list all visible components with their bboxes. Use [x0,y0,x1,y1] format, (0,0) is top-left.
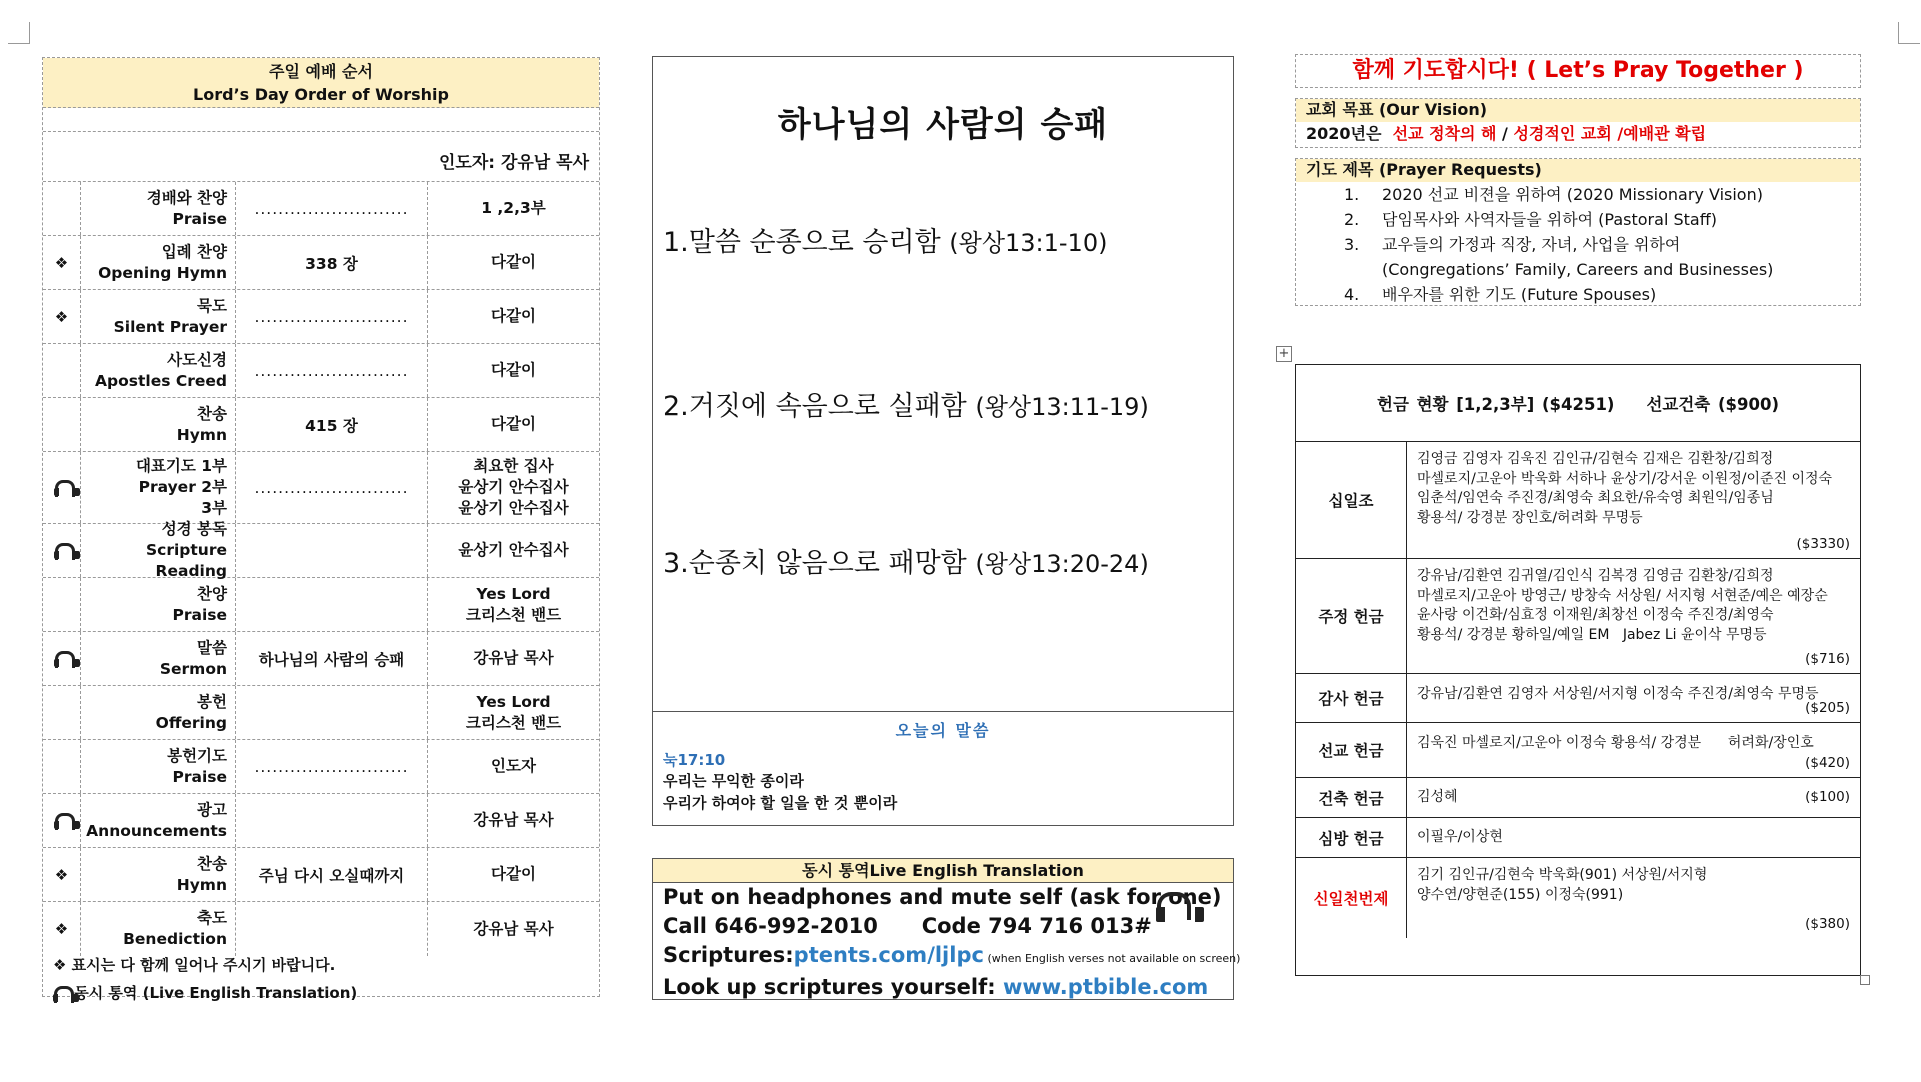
offering-row [1296,559,1860,674]
translation-line-lookup [653,973,1233,1002]
offering-amount: ($205) [1805,699,1850,716]
order-item-detail-text: .......................... [254,199,409,218]
order-item-title-line: 말씀 [197,638,227,657]
vision-header: 교회 목표 (Our Vision) [1296,99,1860,122]
offering-type-label: 선교 헌금 [1296,723,1407,777]
order-row-mark [43,524,81,577]
order-item-person-line: 인도자 [491,757,536,775]
order-item-person [428,794,599,847]
sermon-point-text: 3.순종치 않음으로 패망함 [663,548,967,579]
table-move-handle-icon[interactable]: + [1276,346,1292,362]
order-item-person-line: Yes Lord [476,584,551,603]
order-item-title-line: Praise [172,209,227,228]
order-item-person [428,524,599,577]
offering-donors [1407,559,1860,673]
order-item-detail-text: .......................... [254,361,409,380]
prayer-request-text: 배우자를 위한 기도 (Future Spouses) [1382,285,1657,304]
todays-word [653,711,1233,827]
order-row [43,520,599,580]
order-item-detail-text: 338 장 [305,254,358,273]
offering-donor-line: 김욱진 마셀로지/고운아 이정숙 황용석/ 강경분 허려화/장인호 [1417,735,1814,751]
order-row-mark [43,344,81,397]
order-item-title-line: Praise [172,605,227,624]
vision-line [1296,122,1860,146]
order-item-title-line: 봉헌기도 [167,746,227,765]
prayer-request-item [1344,257,1860,282]
offering-donor-line: 김영금 김영자 김욱진 김인규/김현숙 김재은 김환창/김희정 [1417,451,1774,467]
translation-line-headphones: Put on headphones and mute self (ask for one) [663,885,1222,909]
prayer-request-text: 담임목사와 사역자들을 위하여 (Pastoral Staff) [1382,210,1717,229]
diamond-stand-icon: ❖ [54,920,69,938]
order-item-person-line: 크리스천 밴드 [465,605,562,624]
order-item-person [428,182,599,235]
sermon-point-text: 2.거짓에 속음으로 실패함 [663,391,967,422]
order-item-title [81,520,236,580]
order-row [43,902,599,956]
scriptures-note: (when English verses not available on screen) [983,952,1241,965]
order-item-detail [236,182,428,235]
order-item-person-line: 강유남 목사 [473,811,554,829]
sermon-panel [652,56,1234,826]
order-row-mark [43,686,81,739]
order-item-title [81,578,236,631]
vision-sep: / [1496,124,1514,143]
order-item-title-line: 찬양 [197,584,227,603]
order-row-mark [43,848,81,901]
order-item-person [428,290,599,343]
prayer-request-text: 2020 선교 비젼을 위하여 (2020 Missionary Vision) [1382,185,1763,204]
order-rows [43,182,599,956]
order-item-person [428,686,599,739]
order-item-title-line: 봉헌 [197,692,227,711]
offering-type-label: 신일천번제 [1296,858,1407,938]
order-row [43,236,599,290]
translation-line-call: Call 646-992-2010 Code 794 716 013# [663,914,1152,938]
order-item-title-line: Apostles Creed [95,371,227,390]
order-row-mark [43,794,81,847]
order-item-person [428,452,599,523]
offering-amount: ($420) [1805,754,1850,771]
order-item-detail [236,290,428,343]
offering-donors [1407,778,1860,817]
offering-donor-line: 황용석/ 강경분 장인호/허려화 무명등 [1417,509,1643,526]
order-item-title [81,182,236,235]
order-item-detail [236,740,428,793]
requests-header: 기도 제목 (Prayer Requests) [1296,159,1860,182]
order-item-detail [236,452,428,523]
requests-list [1296,182,1860,307]
order-item-title-line: 광고 [197,800,227,819]
order-row-mark [43,236,81,289]
order-item-detail [236,578,428,631]
sermon-point-1 [663,220,1107,259]
ptbible-link[interactable]: www.ptbible.com [1002,975,1209,999]
order-row-mark [43,578,81,631]
order-item-person-line: 최요한 집사 [473,457,554,475]
standing-note: ❖ 표시는 다 함께 일어나 주시기 바랍니다. [53,956,336,974]
order-header [43,58,599,108]
order-row [43,344,599,398]
offering-type-label: 심방 헌금 [1296,818,1407,857]
offering-amount: ($716) [1805,650,1850,667]
offering-type-label: 주정 헌금 [1296,559,1407,673]
order-row-mark [43,182,81,235]
offering-donors [1407,442,1860,558]
translation-header: 동시 통역Live English Translation [653,859,1233,883]
order-item-title-line: Benediction [123,930,227,948]
order-item-detail [236,236,428,289]
offering-table [1295,364,1861,976]
order-item-detail [236,524,428,577]
offering-donor-line: 윤사랑 이건화/심효정 이재원/최창선 이정숙 주진경/최영숙 [1417,607,1774,623]
order-item-title-line: Opening Hymn [98,263,227,282]
order-item-title-line: Hymn [176,875,227,894]
order-row-mark [43,290,81,343]
translation-line-scriptures [653,941,1241,973]
scriptures-link[interactable]: ptents.com/ljlpc [793,943,984,967]
offering-rows [1296,442,1860,938]
order-item-title-line: 축도 [197,909,227,927]
offering-row [1296,858,1860,938]
offering-row [1296,778,1860,818]
headphones-icon [1156,891,1186,923]
order-notes [53,951,357,1007]
order-item-title [81,848,236,901]
order-item-detail-text: .......................... [254,757,409,776]
headphones-icon [53,985,69,1003]
todays-word-ref: 눅17:10 [663,751,726,769]
offering-donor-line: 강유남/김환연 김귀열/김인식 김복경 김영금 김환창/김희정 [1417,568,1774,584]
order-item-person-line: 다같이 [491,415,536,433]
order-row [43,794,599,848]
order-item-title-line: 사도신경 [167,350,227,369]
order-item-title-line: 경배와 찬양 [146,188,227,207]
offering-donors [1407,674,1860,722]
offering-donor-line: 김기 김인규/김현숙 박욱화(901) 서상원/서지형 [1417,867,1708,883]
order-row [43,578,599,632]
order-item-title [81,290,236,343]
offering-type-label: 십일조 [1296,442,1407,558]
headphones-icon [54,479,70,497]
order-item-title-line: Hymn [176,425,227,444]
offering-donors [1407,858,1860,938]
order-item-person [428,848,599,901]
prayer-request-number: 3. [1344,235,1360,254]
offering-type-label: 감사 헌금 [1296,674,1407,722]
order-item-title-line: Silent Prayer [113,317,227,336]
order-item-person-line: 다같이 [491,865,536,883]
order-item-person-line: 1 ,2,3부 [481,199,546,217]
order-item-person-line: 윤상기 안수집사 [458,541,569,559]
prayer-request-item [1344,207,1860,232]
diamond-stand-icon: ❖ [54,253,69,272]
order-item-title-line: 입례 찬양 [161,242,227,261]
order-item-title-line: 묵도 [197,296,227,315]
sermon-point-2 [663,384,1149,423]
offering-total: 헌금 현황 [1,2,3부] ($4251) [1377,395,1615,414]
todays-word-title: 오늘의 말씀 [895,721,991,740]
order-row-mark [43,452,81,523]
order-of-worship-panel [42,57,600,1002]
order-item-title [81,236,236,289]
order-item-person-line: 다같이 [491,253,536,271]
headphones-icon [54,812,70,830]
order-item-title-line: 대표기도 1부 [135,457,227,475]
order-item-detail [236,632,428,685]
mission-building-total: 선교건축 ($900) [1646,395,1779,414]
page-corner-mark [1898,22,1920,44]
order-item-title [81,794,236,847]
order-row [43,632,599,686]
prayer-request-text: (Congregations’ Family, Careers and Businesses) [1382,260,1774,279]
scriptures-label: Scriptures: [663,943,794,967]
order-title-ko: 주일 예배 순서 [269,62,373,81]
offering-donors [1407,723,1860,777]
order-item-title-line: Prayer 2부 [138,478,227,496]
todays-word-line: 우리는 무익한 종이라 [663,772,804,790]
order-item-person-line: 강유남 목사 [473,919,554,938]
vision-item: 예배관 확립 [1623,124,1707,143]
sermon-point-ref: (왕상13:11-19) [975,393,1149,421]
translation-note-text: 동시 통역 (Live English Translation) [74,984,358,1002]
order-title-en: Lord’s Day Order of Worship [193,85,449,104]
worship-leader: 인도자: 강유남 목사 [43,132,599,182]
page-corner-mark [8,22,30,44]
offering-donors [1407,818,1860,857]
todays-word-line: 우리가 하여야 할 일을 한 것 뿐이라 [663,794,898,812]
offering-donor-line: 이필우/이상현 [1417,829,1503,845]
table-resize-handle-icon[interactable] [1860,975,1870,985]
order-item-person [428,578,599,631]
offering-amount: ($380) [1805,915,1850,932]
order-row-mark [43,902,81,956]
offering-type-label: 건축 헌금 [1296,778,1407,817]
vision-item: 선교 정착의 해 [1392,124,1497,143]
order-row-mark [43,740,81,793]
offering-donor-line: 마셀로지/고운아 방영근/ 방창숙 서상원/ 서지형 서현준/예은 예장순 [1417,587,1828,604]
order-item-person-line: 윤상기 안수집사 [458,478,569,496]
order-item-person [428,902,599,956]
order-item-title-line: 성경 봉독 [161,520,227,538]
prayer-request-item [1344,182,1860,207]
order-row [43,686,599,740]
offering-donor-line: 양수연/양현준(155) 이정숙(991) [1417,886,1624,903]
order-item-title [81,902,236,956]
order-item-detail [236,686,428,739]
order-item-person-line: 크리스천 밴드 [465,713,562,732]
order-item-detail-text: 415 장 [305,416,358,435]
order-item-title-line: Sermon [159,659,227,678]
order-item-detail-text: .......................... [254,478,409,497]
prayer-requests-box [1295,158,1861,306]
sermon-title: 하나님의 사람의 승패 [777,105,1109,145]
order-item-person [428,344,599,397]
offering-amount: ($3330) [1796,535,1850,552]
offering-row [1296,818,1860,858]
order-item-detail-text: 하나님의 사람의 승패 [258,650,405,669]
diamond-stand-icon: ❖ [54,865,69,884]
order-row [43,740,599,794]
offering-donor-line: 강유남/김환연 김영자 서상원/서지형 이정숙 주진경/최영숙 무명등 [1417,686,1819,702]
prayer-request-number: 1. [1344,185,1360,204]
order-item-person-line: 윤상기 안수집사 [458,499,569,517]
order-item-title-line: 3부 [201,499,227,517]
sermon-point-text: 1.말씀 순종으로 승리함 [663,227,941,258]
order-item-title-line: 찬송 [197,854,227,873]
order-item-detail [236,902,428,956]
sermon-point-3 [663,541,1149,580]
offering-donor-line: 김성혜 [1417,789,1458,805]
headphones-icon [54,542,70,560]
order-row-mark [43,398,81,451]
order-item-title [81,452,236,523]
order-row [43,452,599,524]
order-item-detail [236,398,428,451]
order-item-detail-text: 주님 다시 오실때까지 [258,866,405,885]
offering-header [1296,365,1860,442]
offering-row [1296,442,1860,559]
vision-sep: / [1611,124,1624,143]
order-item-title [81,686,236,739]
sermon-point-ref: (왕상13:1-10) [949,229,1108,257]
offering-amount: ($100) [1805,789,1850,805]
blank-row [43,108,599,132]
order-item-person [428,740,599,793]
order-item-title-line: Praise [172,767,227,786]
prayer-request-item [1344,232,1860,257]
headphones-icon [54,650,70,668]
offering-donor-line: 임춘석/임연숙 주진경/최영숙 최요한/유숙영 최원익/임종님 [1417,490,1774,506]
offering-row [1296,723,1860,778]
vision-box [1295,98,1861,148]
offering-row [1296,674,1860,723]
order-item-person-line: 강유남 목사 [473,649,554,667]
live-translation-box [652,858,1241,1000]
sermon-point-ref: (왕상13:20-24) [975,550,1149,578]
order-item-title [81,740,236,793]
order-item-person [428,236,599,289]
order-item-detail [236,848,428,901]
prayer-request-item [1344,282,1860,307]
order-item-title [81,344,236,397]
order-item-title-line: Scripture Reading [145,541,227,580]
prayer-request-number: 4. [1344,285,1360,304]
order-item-title-line: Announcements [86,821,227,840]
order-item-person-line: 다같이 [491,307,536,325]
order-row [43,398,599,452]
order-item-person [428,398,599,451]
order-item-detail [236,794,428,847]
order-item-detail-text: .......................... [254,307,409,326]
order-item-title [81,398,236,451]
order-item-title-line: 찬송 [197,404,227,423]
order-row-mark [43,632,81,685]
offering-donor-line: 마셀로지/고운아 박욱화 서하나 윤상기/강서운 이원정/이준진 이정숙 [1417,470,1833,487]
lookup-label: Look up scriptures yourself: [663,975,1003,999]
prayer-request-text: 교우들의 가정과 직장, 자녀, 사업을 위하여 [1382,235,1681,254]
translation-note [53,979,357,1007]
diamond-stand-icon: ❖ [54,307,69,326]
order-item-detail [236,344,428,397]
pray-together-title: 함께 기도합시다! ( Let’s Pray Together ) [1295,54,1861,88]
order-item-title-line: Offering [155,713,227,732]
offering-donor-line: 황용석/ 강경분 황하일/예일 EM Jabez Li 윤이삭 무명등 [1417,626,1767,643]
order-item-person-line: 다같이 [491,361,536,379]
vision-year: 2020년은 [1306,124,1388,143]
order-row [43,848,599,902]
order-item-title [81,632,236,685]
order-item-person-line: Yes Lord [476,692,551,711]
order-row [43,290,599,344]
order-item-person [428,632,599,685]
vision-item: 성경적인 교회 [1513,124,1612,143]
prayer-request-number: 2. [1344,210,1360,229]
order-row [43,182,599,236]
